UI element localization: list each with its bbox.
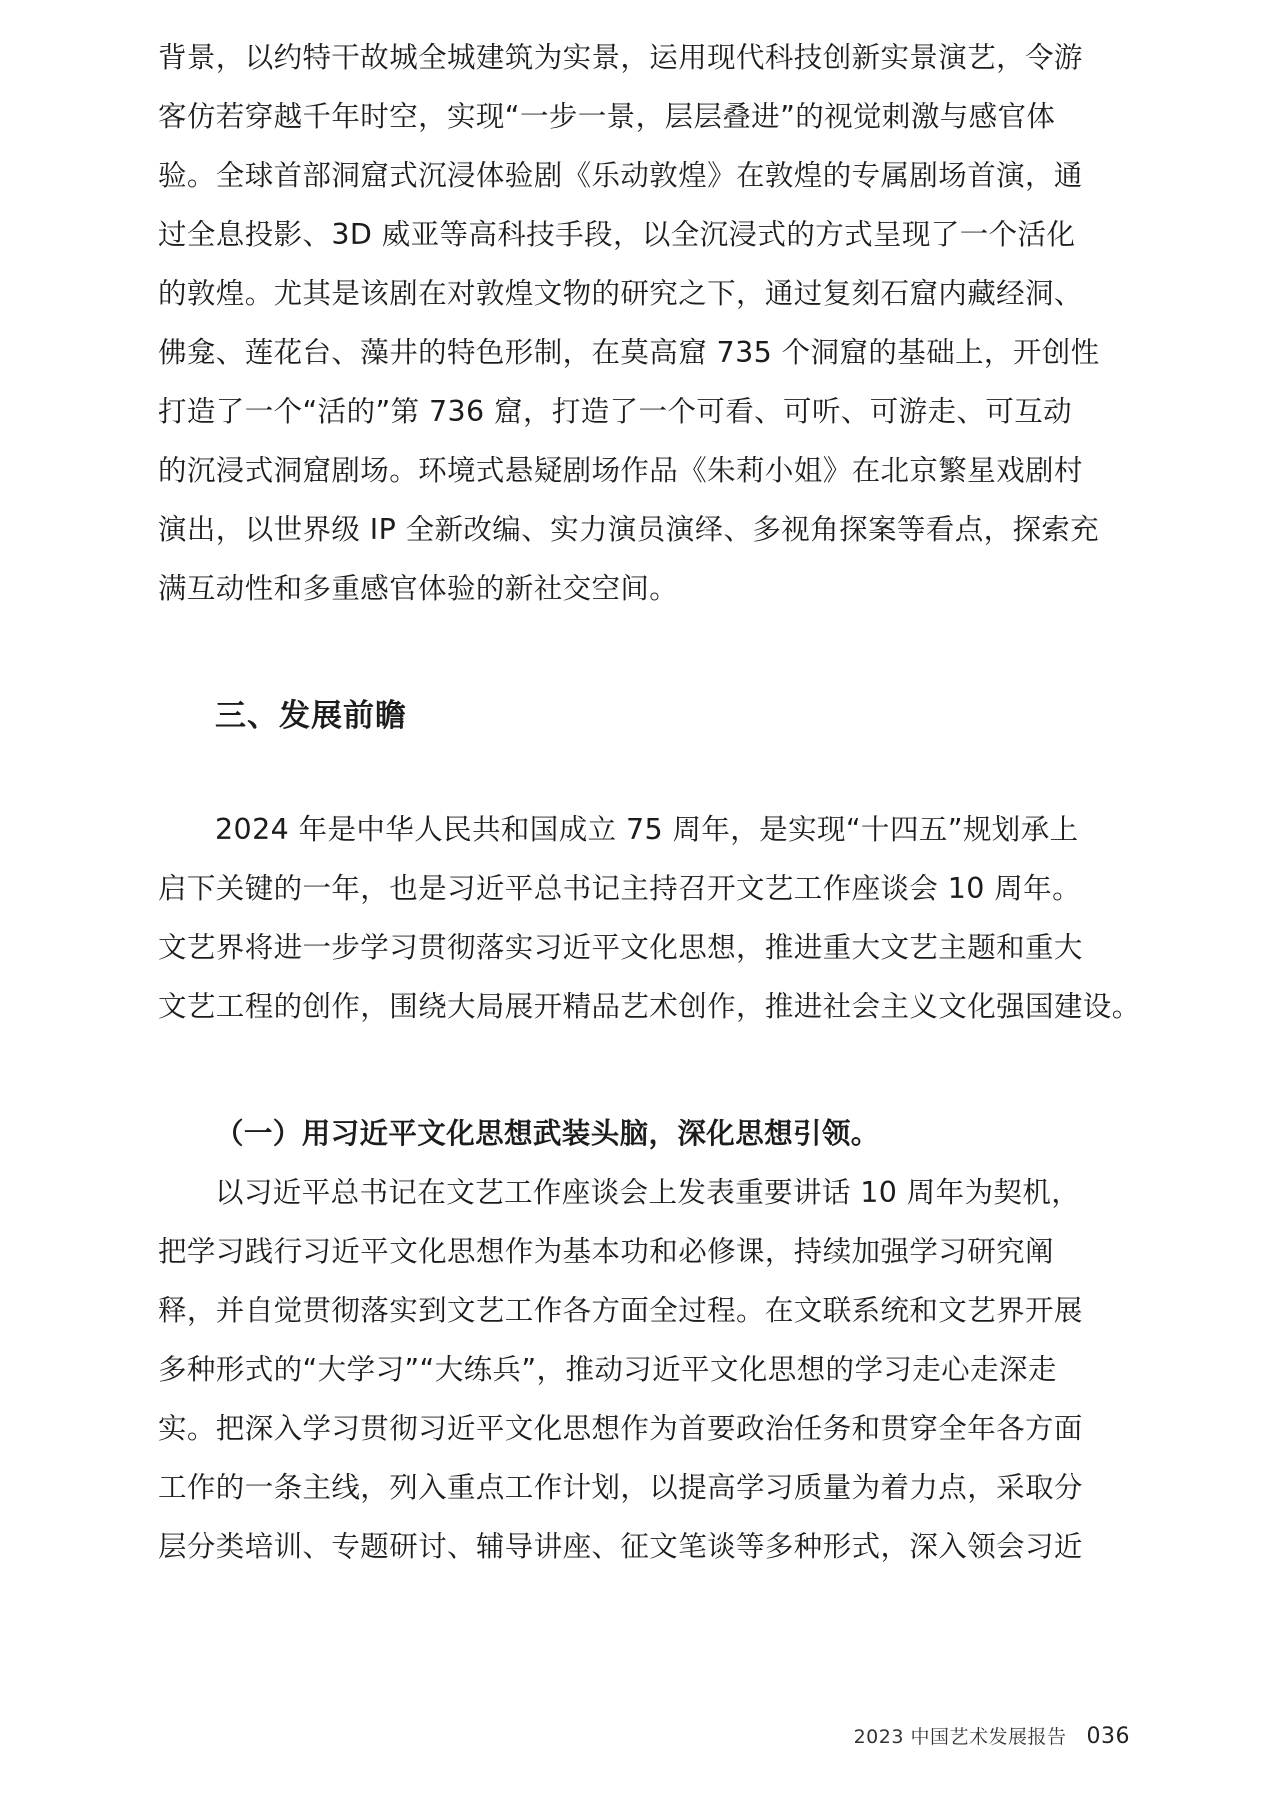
paragraph-ideological-guidance: [158, 1163, 1128, 1576]
text-line: 工作的一条主线，列入重点工作计划，以提高学习质量为着力点，采取分: [158, 1471, 1083, 1504]
text-line: 文艺工程的创作，围绕大局展开精品艺术创作，推进社会主义文化强国建设。: [158, 990, 1141, 1023]
section-heading: 三、发展前瞻: [215, 698, 407, 734]
page-footer: [854, 1722, 1130, 1749]
sub-heading: （一）用习近平文化思想武装头脑，深化思想引领。: [215, 1117, 880, 1150]
text-line: 的敦煌。尤其是该剧在对敦煌文物的研究之下，通过复刻石窟内藏经洞、: [158, 277, 1083, 310]
text-line: 2024 年是中华人民共和国成立 75 周年，是实现“十四五”规划承上: [215, 813, 1079, 846]
paragraph-immersive-theater: [158, 28, 1128, 618]
text-line: 佛龛、莲花台、藻井的特色形制，在莫高窟 735 个洞窟的基础上，开创性: [158, 336, 1100, 369]
text-line: 释，并自觉贯彻落实到文艺工作各方面全过程。在文联系统和文艺界开展: [158, 1294, 1083, 1327]
text-line: 满互动性和多重感官体验的新社交空间。: [158, 572, 679, 605]
paragraph-outlook: [158, 800, 1141, 1036]
body-paragraph: [158, 1163, 1128, 1576]
text-line: 验。全球首部洞窟式沉浸体验剧《乐动敦煌》在敦煌的专属剧场首演，通: [158, 159, 1083, 192]
text-line: 的沉浸式洞窟剧场。环境式悬疑剧场作品《朱莉小姐》在北京繁星戏剧村: [158, 454, 1083, 487]
text-line: 把学习践行习近平文化思想作为基本功和必修课，持续加强学习研究阐: [158, 1235, 1054, 1268]
text-line: 实。把深入学习贯彻习近平文化思想作为首要政治任务和贯穿全年各方面: [158, 1412, 1083, 1445]
text-line: 以习近平总书记在文艺工作座谈会上发表重要讲话 10 周年为契机，: [215, 1176, 1081, 1209]
text-line: 启下关键的一年，也是习近平总书记主持召开文艺工作座谈会 10 周年。: [158, 872, 1081, 905]
text-line: 打造了一个“活的”第 736 窟，打造了一个可看、可听、可游走、可互动: [158, 395, 1073, 428]
text-line: 文艺界将进一步学习贯彻落实习近平文化思想，推进重大文艺主题和重大: [158, 931, 1083, 964]
text-line: 层分类培训、专题研讨、辅导讲座、征文笔谈等多种形式，深入领会习近: [158, 1530, 1083, 1563]
body-paragraph: [158, 28, 1128, 618]
text-line: 背景，以约特干故城全城建筑为实景，运用现代科技创新实景演艺，令游: [158, 41, 1083, 74]
text-line: 多种形式的“大学习”“大练兵”，推动习近平文化思想的学习走心走深走: [158, 1353, 1057, 1386]
text-line: 过全息投影、3D 威亚等高科技手段，以全沉浸式的方式呈现了一个活化: [158, 218, 1076, 251]
body-paragraph: [158, 800, 1141, 1036]
text-line: 演出，以世界级 IP 全新改编、实力演员演绎、多视角探案等看点，探索充: [158, 513, 1100, 546]
text-line: 客仿若穿越千年时空，实现“一步一景，层层叠进”的视觉刺激与感官体: [158, 100, 1056, 133]
footer-report-title: 2023 中国艺术发展报告: [853, 1726, 1067, 1748]
page-number: 036: [1086, 1724, 1130, 1749]
